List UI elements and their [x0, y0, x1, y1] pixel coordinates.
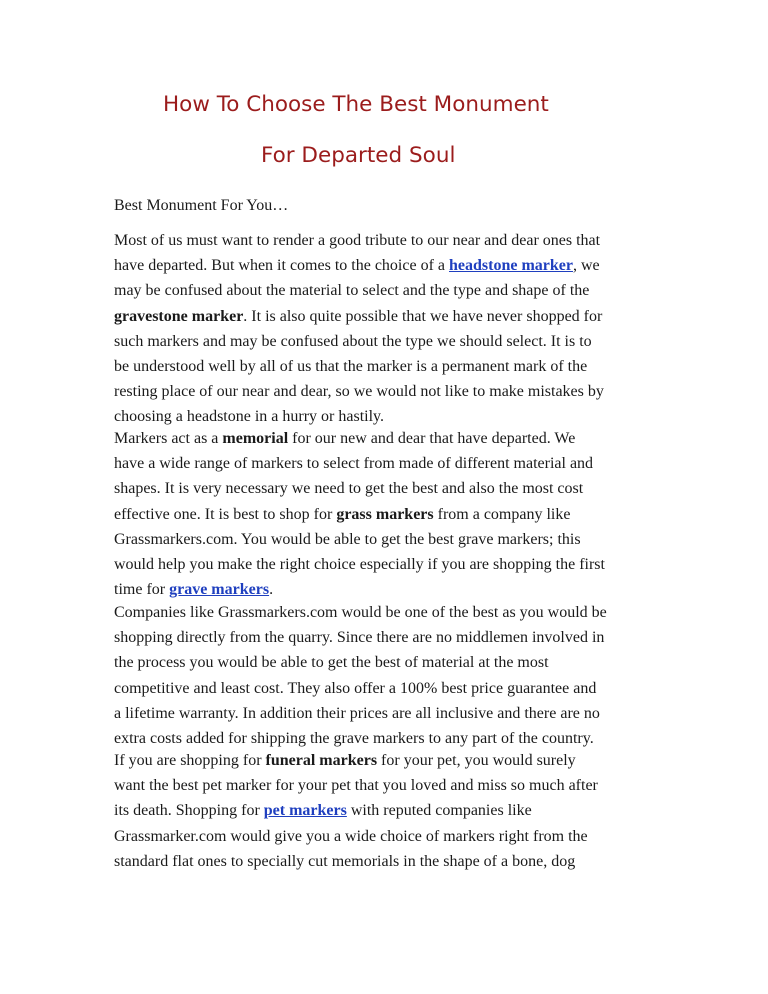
subheading: Best Monument For You…: [114, 197, 289, 214]
text-span: with reputed companies like: [346, 802, 532, 820]
text-line: Grassmarker.com would give you a wide choice of markers right from the: [114, 827, 588, 845]
text-span: , we: [572, 257, 600, 275]
page-title-line-1: How To Choose The Best Monument: [163, 92, 549, 117]
text-line: standard flat ones to specially cut memorials in the shape of a bone, dog: [114, 852, 576, 870]
text-line: [114, 304, 660, 329]
headstone-marker-link[interactable]: headstone marker: [449, 257, 573, 275]
text-span: from a company like: [433, 505, 571, 523]
paragraph-3: [114, 600, 660, 751]
text-line: choosing a headstone in a hurry or hastily.: [114, 408, 385, 426]
text-line: may be confused about the material to select and the type and shape of the: [114, 282, 590, 300]
text-line: a lifetime warranty. In addition their prices are all inclusive and there are no: [114, 704, 600, 722]
text-span: . It is also quite possible that we have never shopped for: [243, 307, 603, 325]
text-span: effective one. It is best to shop for: [114, 505, 337, 523]
text-span: have departed. But when it comes to the choice of a: [114, 257, 449, 275]
text-line: [114, 748, 660, 773]
text-line: Grassmarkers.com. You would be able to get the best grave markers; this: [114, 530, 581, 548]
text-span: for our new and dear that have departed. We: [288, 430, 576, 447]
paragraph-2: [114, 426, 660, 602]
text-span: its death. Shopping for: [114, 802, 264, 820]
pet-markers-link[interactable]: pet markers: [263, 802, 347, 820]
page-title-line-2: For Departed Soul: [261, 143, 456, 168]
text-line: shapes. It is very necessary we need to get the best and also the most cost: [114, 480, 584, 498]
text-line: resting place of our near and dear, so we would not like to make mistakes by: [114, 383, 604, 401]
bold-keyword: grass markers: [336, 505, 434, 523]
text-line: competitive and least cost. They also offer a 100% best price guarantee and: [114, 679, 597, 697]
bold-keyword: funeral markers: [265, 752, 378, 769]
text-line: [114, 577, 660, 602]
text-line: such markers and may be confused about the type we should select. It is to: [114, 332, 592, 350]
text-span: .: [269, 581, 274, 599]
text-line: [114, 798, 660, 823]
bold-keyword: memorial: [222, 430, 289, 447]
text-span: time for: [114, 581, 170, 599]
text-line: [114, 502, 660, 527]
text-line: [114, 426, 660, 451]
text-line: [114, 253, 660, 278]
paragraph-4: [114, 748, 660, 874]
text-line: extra costs added for shipping the grave markers to any part of the country.: [114, 730, 594, 748]
text-span: for your pet, you would surely: [377, 752, 576, 769]
text-line: the process you would be able to get the best of material at the most: [114, 654, 549, 672]
paragraph-1: [114, 228, 660, 430]
text-span: If you are shopping for: [114, 752, 266, 769]
bold-keyword: gravestone marker: [114, 307, 244, 325]
text-line: Most of us must want to render a good tribute to our near and dear ones that: [114, 232, 601, 249]
text-span: Markers act as a: [114, 430, 223, 447]
text-line: Companies like Grassmarkers.com would be one of the best as you would be: [114, 604, 607, 621]
text-line: be understood well by all of us that the marker is a permanent mark of the: [114, 358, 588, 376]
text-line: want the best pet marker for your pet that you loved and miss so much after: [114, 777, 598, 795]
text-line: have a wide range of markers to select from made of different material and: [114, 455, 594, 473]
grave-markers-link[interactable]: grave markers: [169, 581, 270, 599]
text-line: would help you make the right choice especially if you are shopping the first: [114, 556, 605, 574]
text-line: shopping directly from the quarry. Since there are no middlemen involved in: [114, 629, 605, 647]
